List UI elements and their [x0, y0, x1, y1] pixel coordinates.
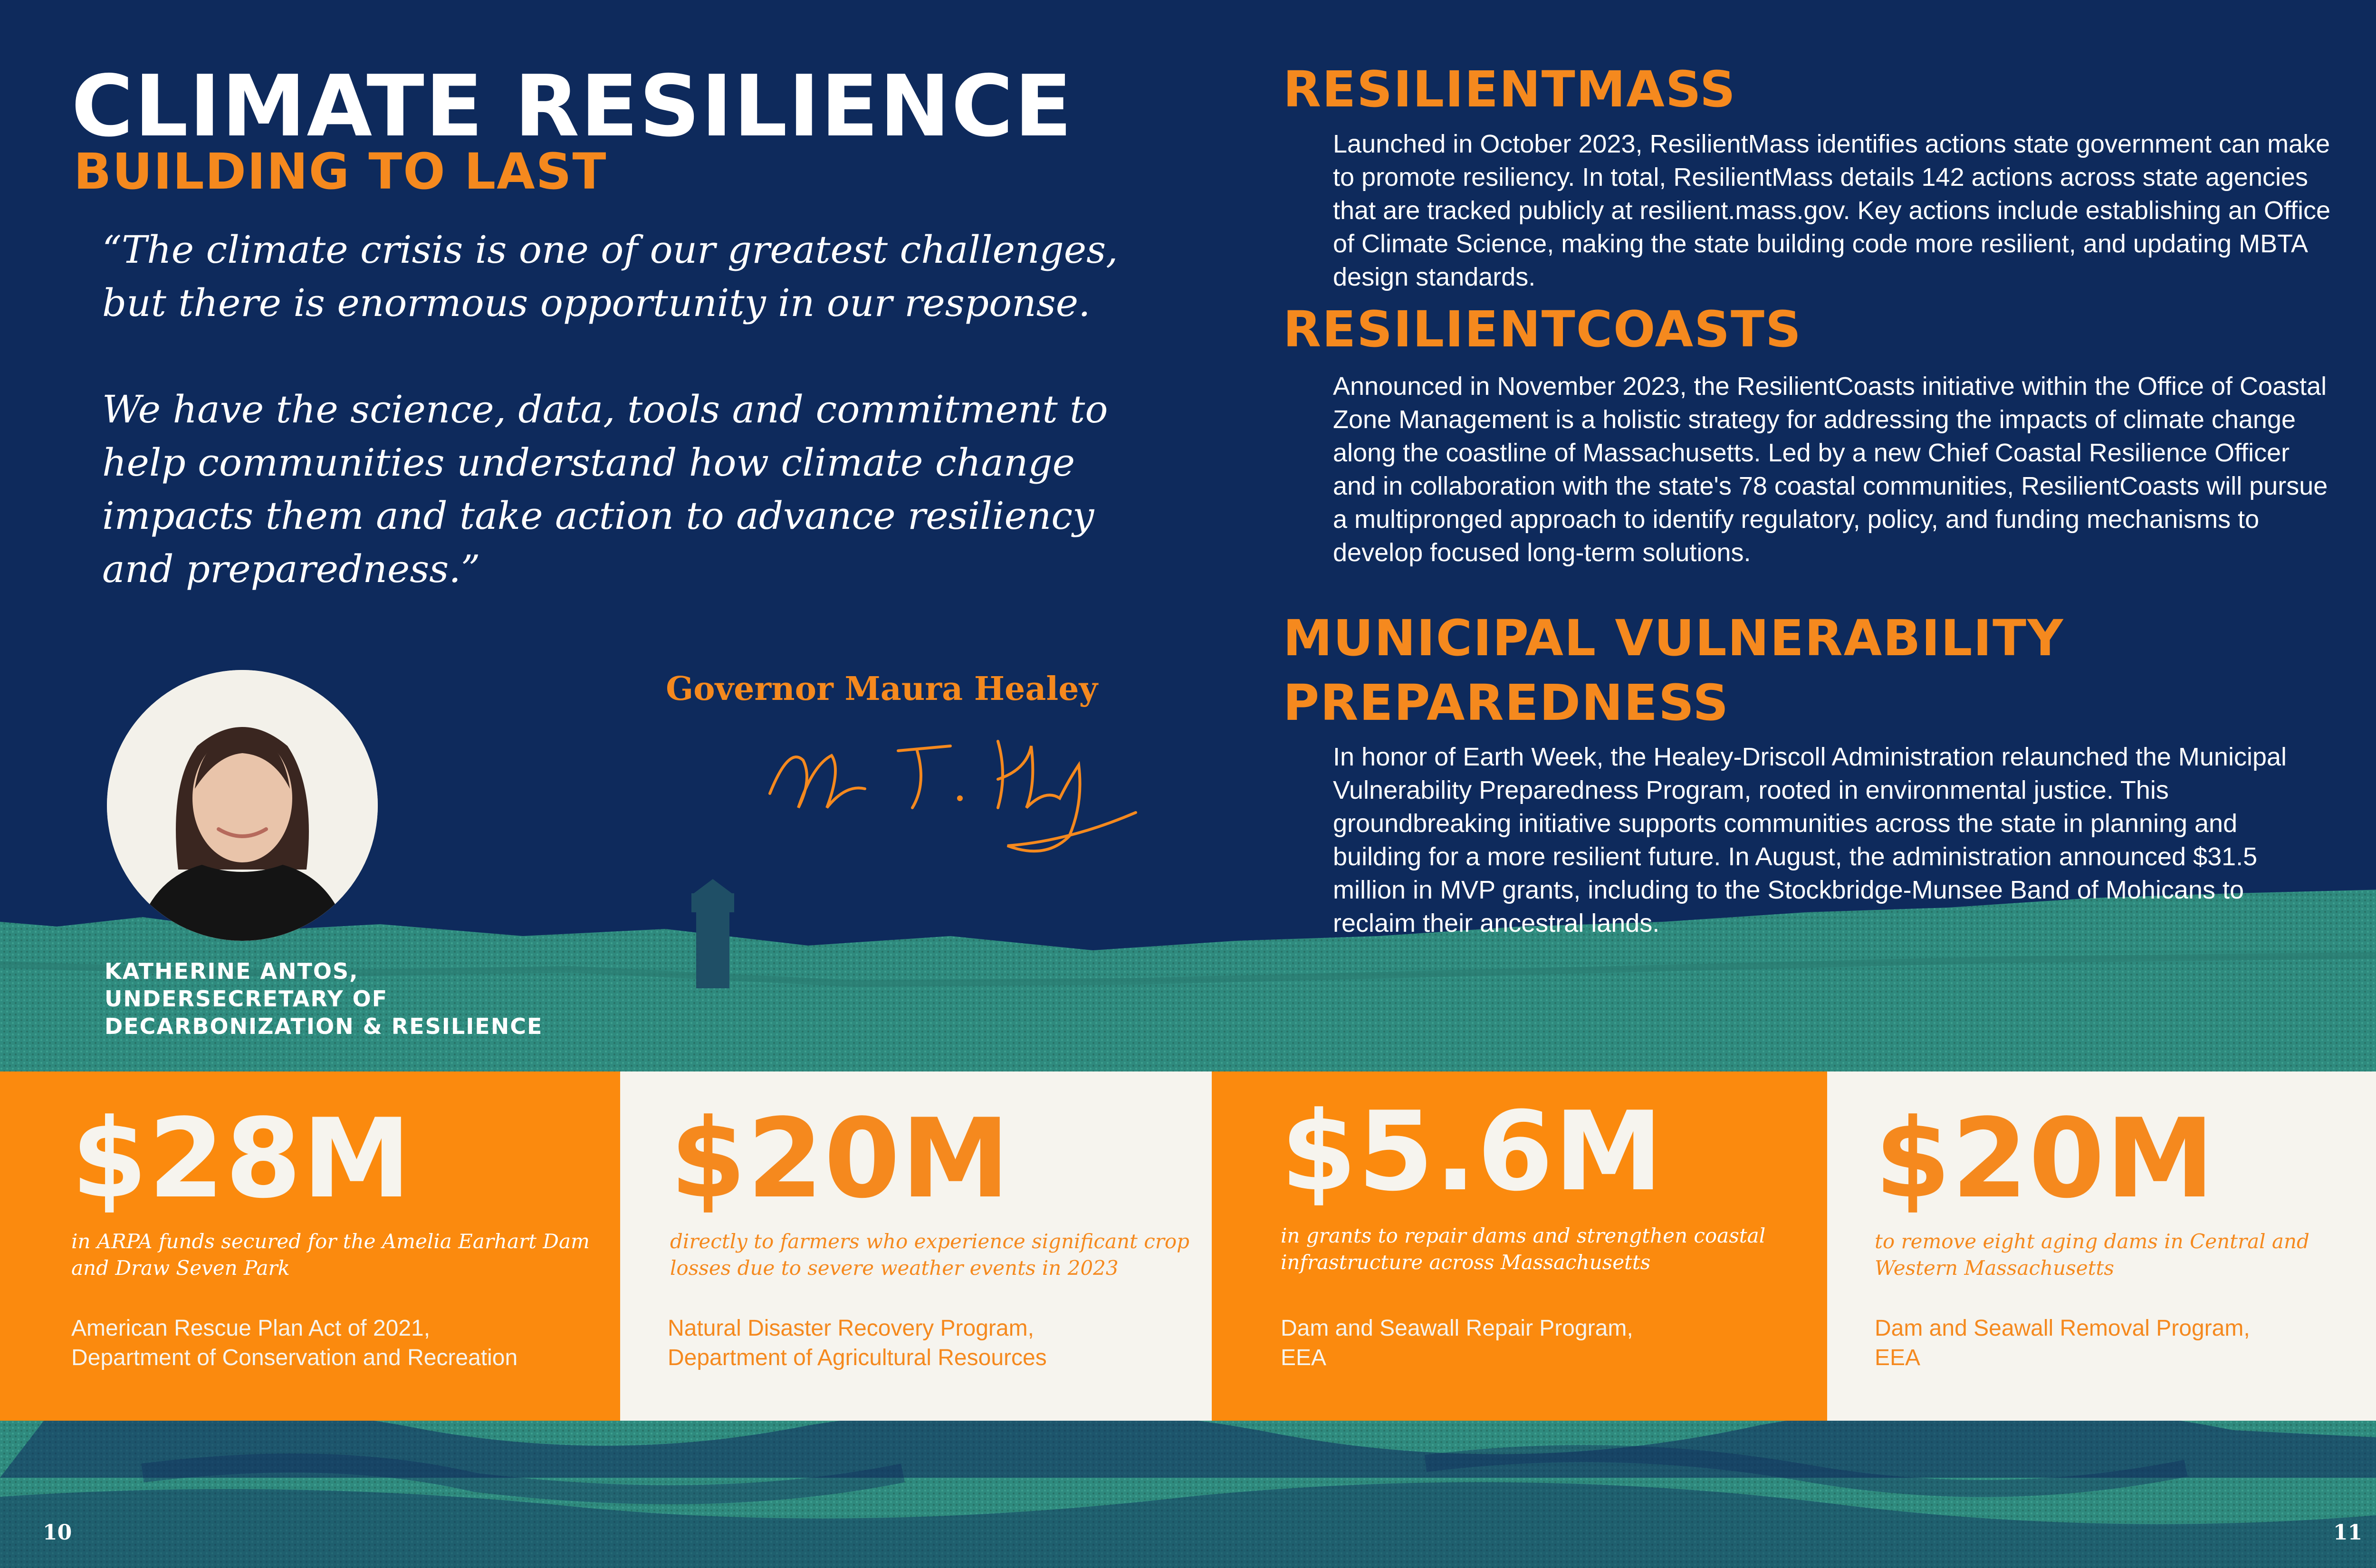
- stat-source-line: Department of Conservation and Recreation: [71, 1345, 518, 1370]
- section-body-resilientmass: Launched in October 2023, ResilientMass identifies actions state government can make to promote resiliency. In total, ResilientMass details 142 actions across state agencies that are tracked publicly at resilient.mass.gov. Key actions include establishing an Office of Climate Science, making the state building code more resilient, and updating MBTA design standards.: [1333, 130, 2331, 291]
- section-heading-line: MUNICIPAL VULNERABILITY: [1283, 609, 2064, 667]
- quote-paragraph-2: We have the science, data, tools and commitment to help communities understand how climate change impacts them and take action to advance resiliency and preparedness.”: [102, 387, 1108, 591]
- quote-paragraph-1: “The climate crisis is one of our greatest challenges, but there is enormous opportunity in our response.: [102, 228, 1118, 325]
- stat-source: [1281, 1314, 1827, 1373]
- stat-value: $5.6M: [1281, 1089, 1664, 1215]
- page-title: CLIMATE RESILIENCE: [71, 57, 1073, 155]
- governor-quote: [102, 223, 1148, 596]
- stat-value: $20M: [670, 1096, 1011, 1223]
- stat-source-line: Dam and Seawall Removal Program,: [1875, 1316, 2250, 1341]
- section-heading-resilientcoasts: RESILIENTCOASTS: [1283, 300, 1802, 358]
- stat-description: in ARPA funds secured for the Amelia Earhart Dam and Draw Seven Park: [71, 1230, 590, 1280]
- stat-card-dam-repair: [1212, 1071, 1827, 1421]
- stat-card-arpa: [0, 1071, 620, 1421]
- page-subtitle: BUILDING TO LAST: [74, 143, 607, 201]
- section-heading-resilientmass: RESILIENTMASS: [1283, 60, 1736, 118]
- section-heading-line: PREPAREDNESS: [1283, 674, 1730, 732]
- page-number-left: 10: [43, 1520, 72, 1545]
- stat-card-dam-removal: [1827, 1071, 2376, 1421]
- governor-signature: [760, 727, 1150, 870]
- stat-source-line: Dam and Seawall Repair Program,: [1281, 1316, 1633, 1341]
- stat-description: directly to farmers who experience significant crop losses due to severe weather events in 2023: [670, 1230, 1190, 1280]
- stat-source-line: EEA: [1281, 1345, 1327, 1370]
- stat-source: [668, 1314, 1214, 1373]
- stat-card-farmers: [620, 1071, 1212, 1421]
- quote-attribution: Governor Maura Healey: [666, 670, 1098, 708]
- stat-value: $28M: [71, 1096, 412, 1223]
- stat-source: [71, 1314, 618, 1373]
- page-number-right: 11: [2333, 1520, 2363, 1545]
- lighthouse-icon: [691, 879, 734, 988]
- stat-source-line: American Rescue Plan Act of 2021,: [71, 1316, 431, 1341]
- person-caption-line: UNDERSECRETARY OF: [105, 986, 388, 1012]
- person-caption-line: DECARBONIZATION & RESILIENCE: [105, 1013, 543, 1039]
- stat-source-line: Natural Disaster Recovery Program,: [668, 1316, 1034, 1341]
- section-heading-mvp: [1283, 606, 2064, 735]
- avatar: [107, 670, 378, 941]
- section-body-resilientcoasts: Announced in November 2023, the ResilientCoasts initiative within the Office of Coastal Zone Management is a holistic strategy for addressing the impacts of climate change along the coastline of Massachusetts. Led by a new Chief Coastal Resilience Officer and in collaboration with the state's 78 coastal communities, ResilientCoasts will pursue a multipronged approach to identify regulatory, policy, and funding mechanisms to develop focused long-term solutions.: [1333, 372, 2328, 567]
- stat-description: to remove eight aging dams in Central and Western Massachusetts: [1875, 1230, 2309, 1280]
- stat-description: in grants to repair dams and strengthen coastal infrastructure across Massachusetts: [1281, 1224, 1766, 1274]
- stat-source: [1875, 1314, 2376, 1373]
- stat-source-line: EEA: [1875, 1345, 1921, 1370]
- person-caption: [105, 957, 543, 1040]
- stat-source-line: Department of Agricultural Resources: [668, 1345, 1047, 1370]
- person-caption-line: KATHERINE ANTOS,: [105, 958, 359, 984]
- section-body-mvp: In honor of Earth Week, the Healey-Driscoll Administration relaunched the Municipal Vulnerability Preparedness Program, rooted in environmental justice. This groundbreaking initiative supports communities across the state in planning and building for a more resilient future. In August, the administration announced $31.5 million in MVP grants, including to the Stockbridge-Munsee Band of Mohicans to reclaim their ancestral lands.: [1333, 743, 2287, 937]
- stat-value: $20M: [1875, 1096, 2215, 1223]
